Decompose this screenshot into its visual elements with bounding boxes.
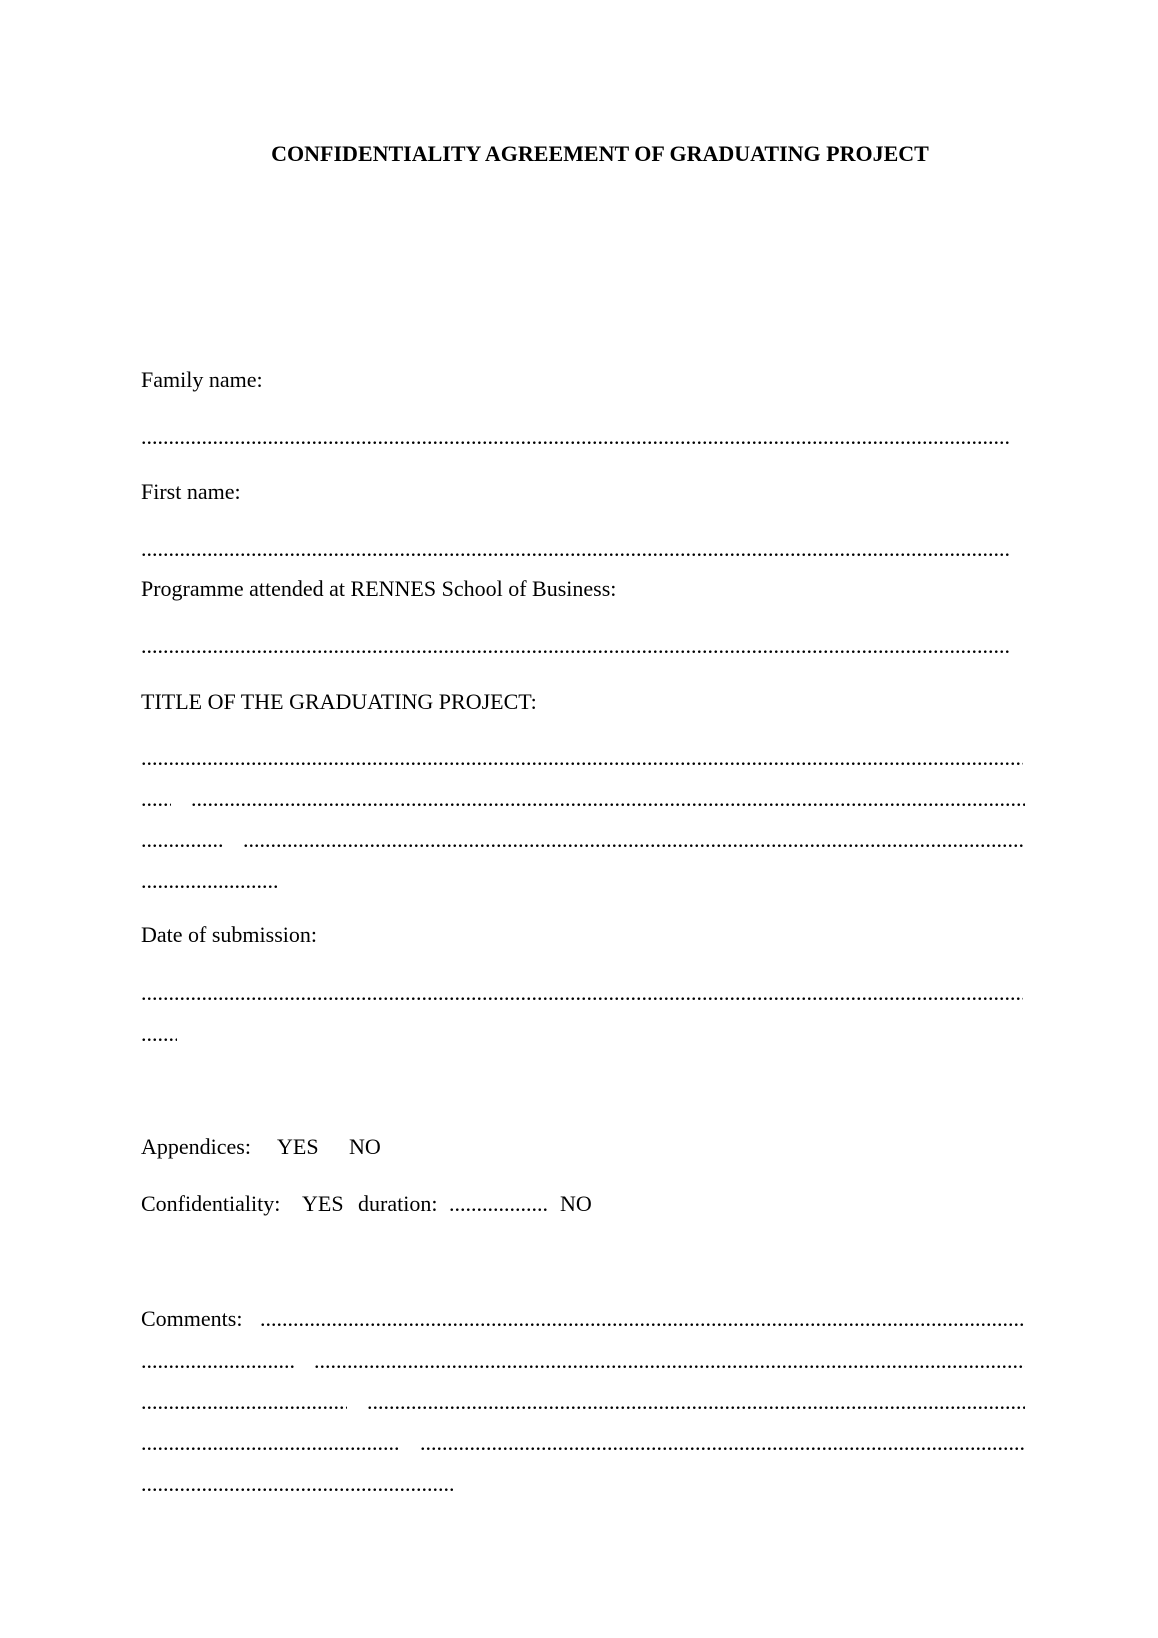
first-name-label: First name: (141, 479, 241, 504)
appendices-no-option[interactable]: NO (349, 1134, 381, 1159)
comments-dotted-line-2b[interactable] (314, 1348, 1025, 1374)
family-name-label: Family name: (141, 367, 263, 392)
comments-dotted-line-3a[interactable] (141, 1389, 347, 1415)
family-name-dotted-line[interactable] (141, 424, 1009, 450)
comments-dotted-line-4b[interactable] (420, 1430, 1025, 1456)
project-title-dotted-line-3a[interactable] (141, 827, 223, 853)
comments-dotted-line-1[interactable] (260, 1306, 1025, 1332)
first-name-dotted-line[interactable] (141, 536, 1009, 562)
comments-dotted-line-3b[interactable] (367, 1389, 1025, 1415)
confidentiality-no-option[interactable]: NO (560, 1191, 592, 1216)
date-of-submission-dotted-line-1[interactable] (141, 980, 1023, 1006)
date-of-submission-label: Date of submission: (141, 922, 317, 947)
confidentiality-duration-label: duration: (358, 1191, 438, 1216)
confidentiality-label: Confidentiality: (141, 1191, 281, 1216)
project-title-dotted-line-1[interactable] (141, 745, 1023, 771)
project-title-dotted-line-3b[interactable] (243, 827, 1025, 853)
programme-label: Programme attended at RENNES School of Business: (141, 576, 617, 601)
project-title-label: TITLE OF THE GRADUATING PROJECT: (141, 689, 537, 714)
appendices-yes-option[interactable]: YES (277, 1134, 319, 1159)
document-title: CONFIDENTIALITY AGREEMENT OF GRADUATING PROJECT (271, 141, 929, 166)
confidentiality-yes-option[interactable]: YES (302, 1191, 344, 1216)
comments-dotted-line-5[interactable] (141, 1471, 453, 1497)
project-title-dotted-line-2b[interactable] (191, 786, 1025, 812)
appendices-label: Appendices: (141, 1134, 251, 1159)
project-title-dotted-line-2a[interactable] (141, 786, 171, 812)
comments-label: Comments: (141, 1306, 243, 1331)
confidentiality-duration-dotted-line[interactable] (449, 1191, 548, 1217)
programme-dotted-line[interactable] (141, 633, 1009, 659)
comments-dotted-line-4a[interactable] (141, 1430, 400, 1456)
comments-dotted-line-2a[interactable] (141, 1348, 294, 1374)
date-of-submission-dotted-line-2[interactable] (141, 1021, 177, 1047)
project-title-dotted-line-4[interactable] (141, 868, 277, 894)
